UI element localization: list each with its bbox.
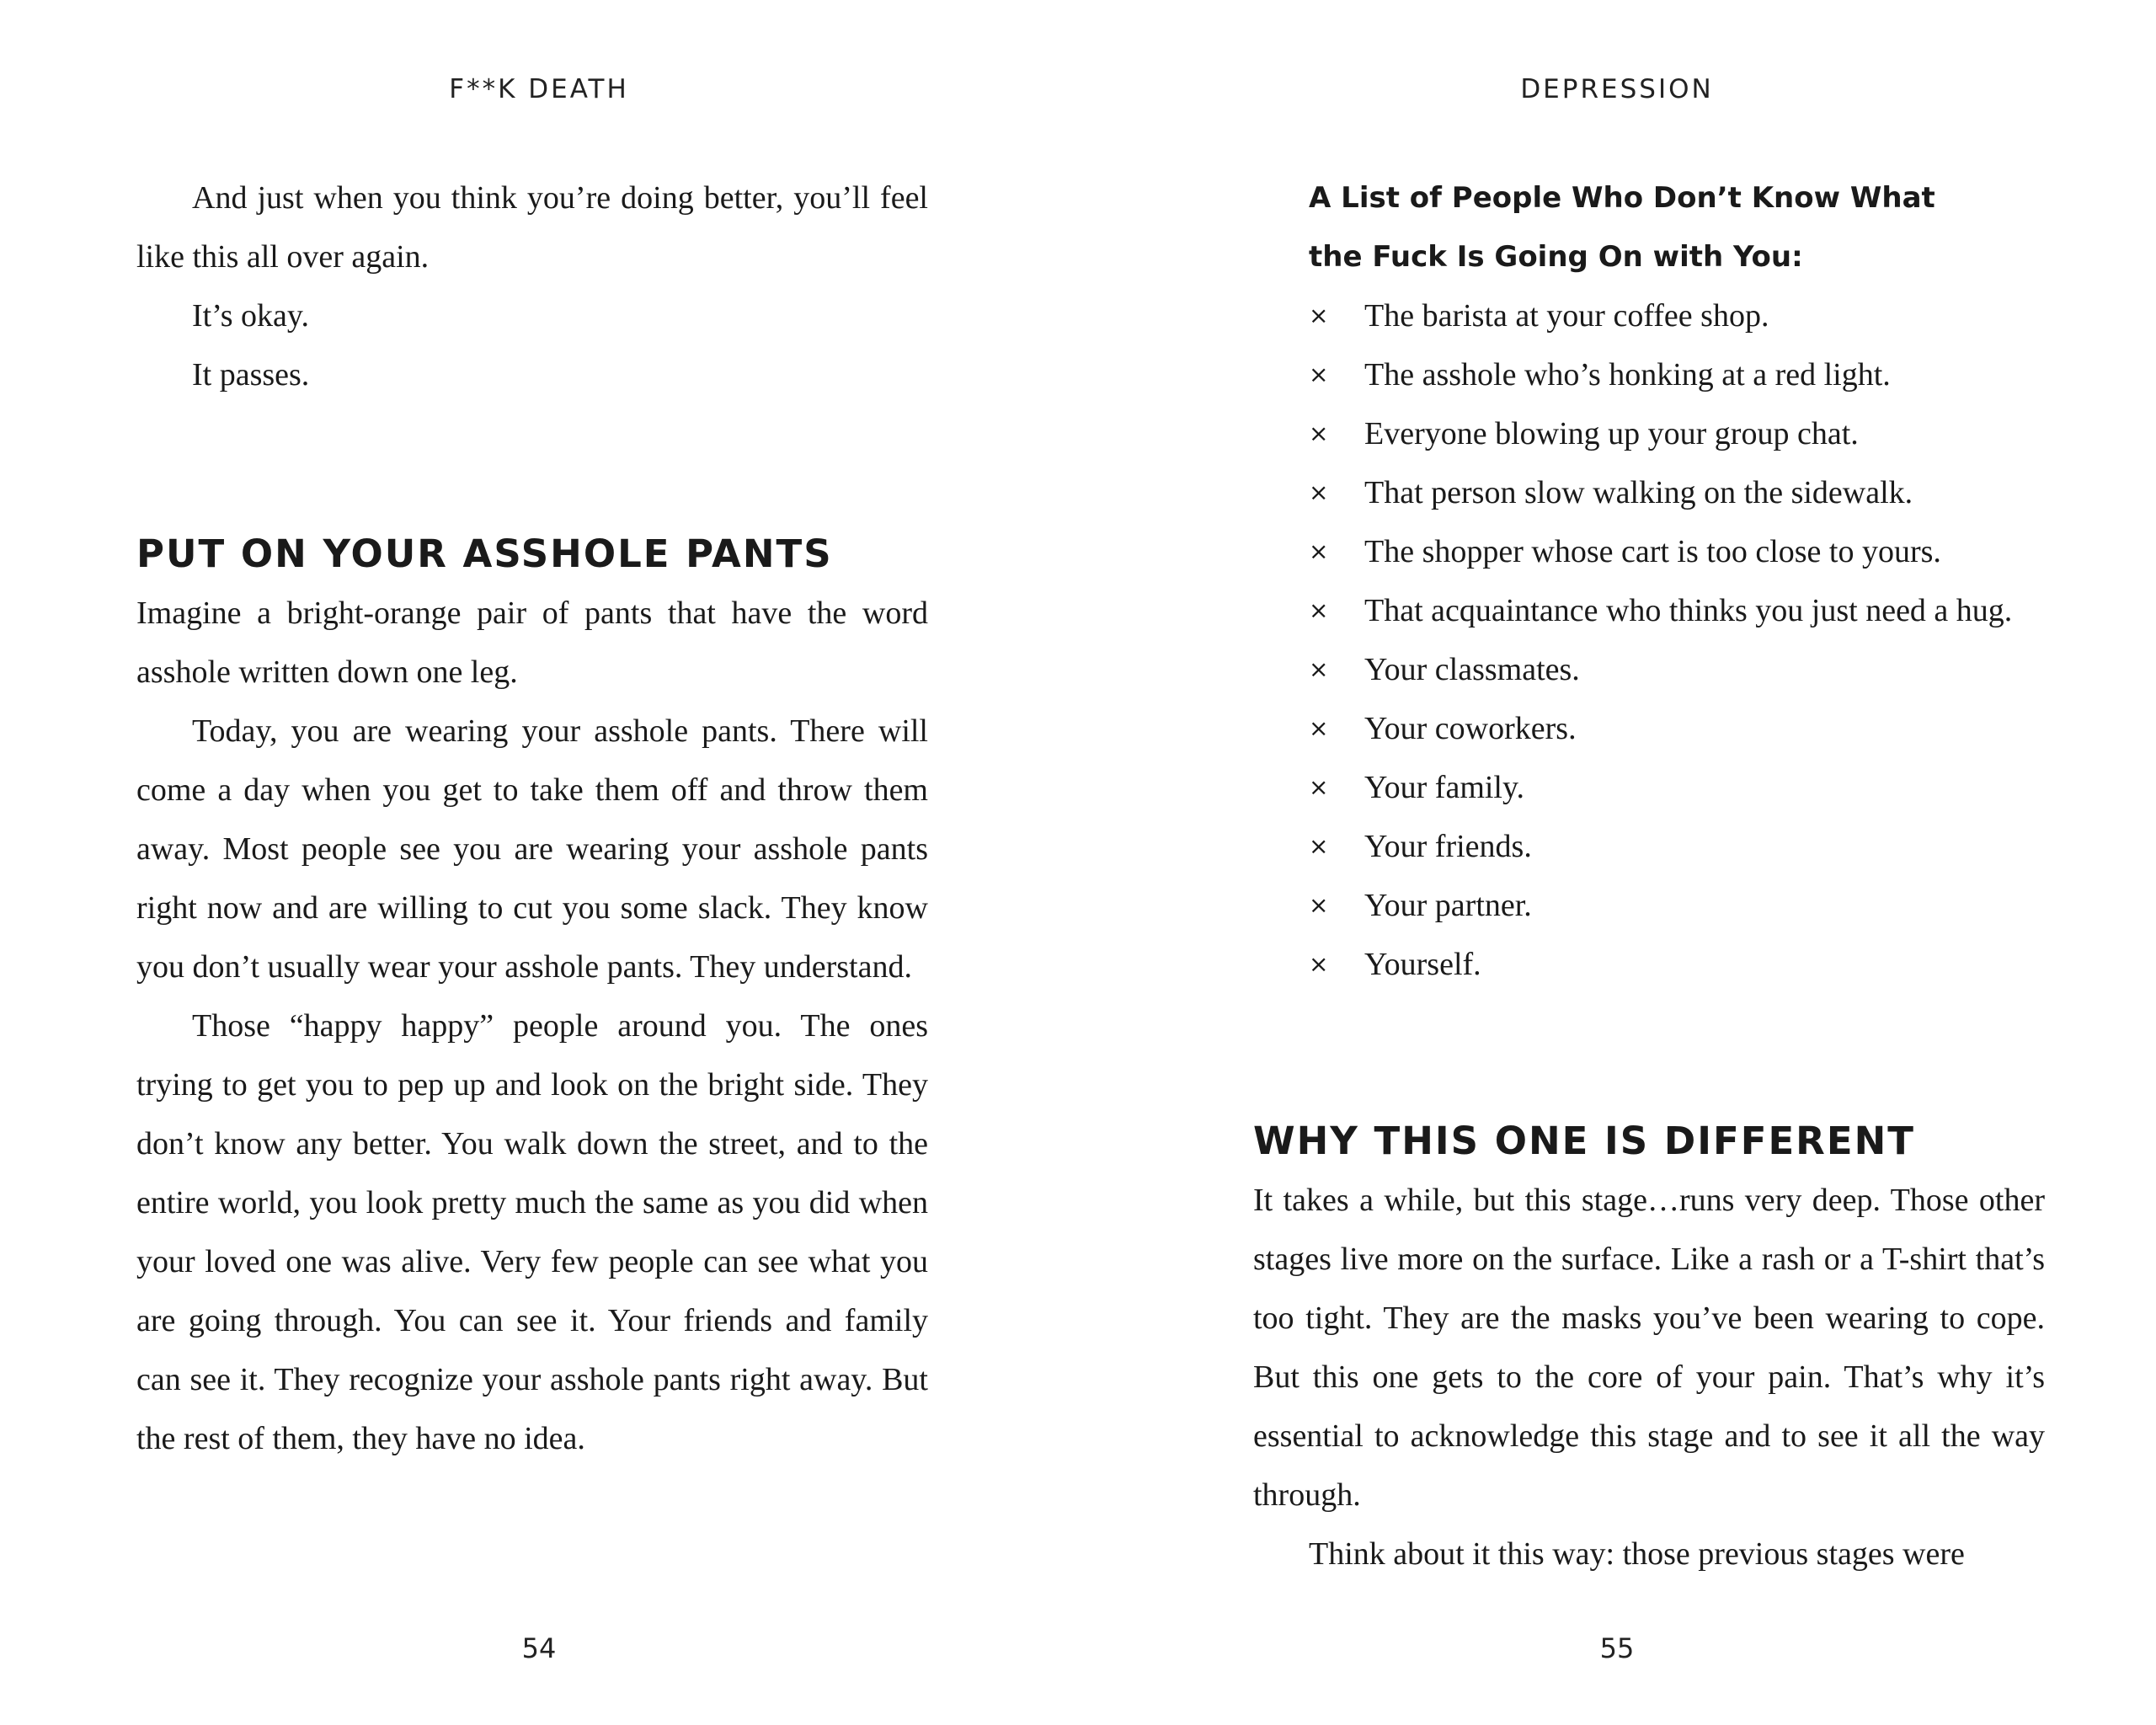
x-bullet-icon: × — [1309, 419, 1329, 447]
running-head: DEPRESSION — [1520, 74, 1714, 104]
section-heading: PUT ON YOUR ASSHOLE PANTS — [136, 531, 833, 576]
list-item-text: The barista at your coffee shop. — [1364, 298, 1769, 334]
running-head: F**K DEATH — [449, 74, 629, 104]
section-spacer — [1253, 994, 2045, 1112]
x-bullet-icon: × — [1309, 891, 1329, 919]
paragraph: Today, you are wearing your asshole pants. There will come a day when you get to take them off and throw them away. Most people see you are wearing your asshole pants right now and are willing to cut you some slack. They know you don’t usually wear your asshole pants. They understand. — [136, 713, 928, 985]
list-item-text: Your family. — [1364, 770, 1525, 805]
list-item-text: That acquaintance who thinks you just need a hug. — [1364, 593, 2013, 628]
right-page — [1078, 0, 2156, 1725]
x-bullet-icon: × — [1309, 832, 1329, 860]
list-item-text: The asshole who’s honking at a red light. — [1364, 357, 1891, 393]
x-bullet-icon: × — [1309, 950, 1329, 978]
paragraph: It passes. — [192, 357, 310, 393]
x-bullet-icon: × — [1309, 360, 1329, 388]
list-item — [1253, 345, 2045, 404]
x-bullet-icon: × — [1309, 655, 1329, 683]
x-bullet-icon: × — [1309, 596, 1329, 624]
x-bullet-icon: × — [1309, 302, 1329, 329]
people-list — [1253, 286, 2045, 994]
list-item-text: That person slow walking on the sidewalk. — [1364, 475, 1913, 510]
page-number: 54 — [521, 1632, 557, 1664]
list-item-text: Everyone blowing up your group chat. — [1364, 416, 1859, 451]
list-item — [1253, 935, 2045, 994]
list-item — [1253, 640, 2045, 699]
list-item-text: Your classmates. — [1364, 652, 1580, 687]
list-item — [1253, 286, 2045, 345]
paragraph: Imagine a bright-orange pair of pants that have the word asshole written down one leg. — [136, 595, 928, 690]
list-item — [1253, 463, 2045, 522]
list-item-text: Yourself. — [1364, 947, 1481, 982]
body-text — [136, 168, 928, 1468]
x-bullet-icon: × — [1309, 773, 1329, 801]
list-item — [1253, 817, 2045, 876]
x-bullet-icon: × — [1309, 714, 1329, 742]
paragraph: It’s okay. — [192, 298, 309, 334]
page-number: 55 — [1599, 1632, 1635, 1664]
list-item — [1253, 758, 2045, 817]
x-bullet-icon: × — [1309, 537, 1329, 565]
x-bullet-icon: × — [1309, 478, 1329, 506]
section-heading: WHY THIS ONE IS DIFFERENT — [1253, 1119, 1915, 1163]
list-item — [1253, 699, 2045, 758]
list-item-text: The shopper whose cart is too close to yours. — [1364, 534, 1941, 569]
body-text — [1253, 168, 2045, 1583]
paragraph: And just when you think you’re doing better, you’ll feel like this all over again. — [136, 180, 928, 275]
list-item — [1253, 876, 2045, 935]
section-spacer — [136, 404, 928, 522]
list-item-text: Your partner. — [1364, 888, 1532, 923]
paragraph: It takes a while, but this stage…runs very deep. Those other stages live more on the surface. Like a rash or a T-shirt that’s too tight. They are the masks you’ve been wearing to cope. But this one gets to the core of your pain. That’s why it’s essential to acknowledge this stage and to see it all the way through. — [1253, 1183, 2045, 1513]
list-item — [1253, 404, 2045, 463]
list-title: A List of People Who Don’t Know What the Fuck Is Going On with You: — [1309, 181, 1935, 274]
paragraph: Think about it this way: those previous stages were — [1309, 1536, 1965, 1572]
list-item-text: Your coworkers. — [1364, 711, 1577, 746]
paragraph: Those “happy happy” people around you. The ones trying to get you to pep up and look on the bright side. They don’t know any better. You walk down the street, and to the entire world, you look pretty much the same as you did when your loved one was alive. Very few people can see what you are going through. You can see it. Your friends and family can see it. They recognize your asshole pants right away. But the rest of them, they have no idea. — [136, 1008, 928, 1456]
list-item — [1253, 581, 2045, 640]
list-item — [1253, 522, 2045, 581]
list-item-text: Your friends. — [1364, 829, 1532, 864]
